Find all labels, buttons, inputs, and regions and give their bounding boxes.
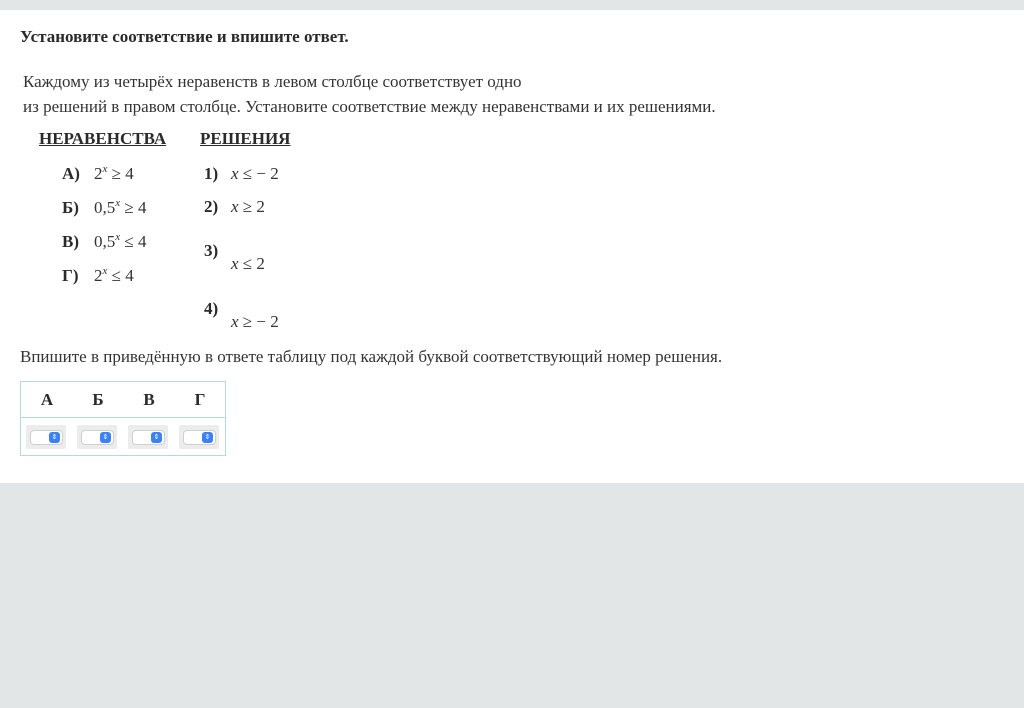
solution-relation: ≤ − 2 [238, 164, 279, 183]
inequality-base: 0,5 [94, 198, 116, 217]
inequality-b [62, 198, 146, 218]
answer-select-b[interactable] [81, 430, 114, 445]
inequality-g [62, 266, 134, 286]
solution-expression [231, 164, 279, 184]
inequality-base: 2 [94, 164, 103, 183]
inequalities-header: НЕРАВЕНСТВА [39, 129, 167, 148]
inequality-relation: ≥ 4 [120, 198, 147, 217]
inequality-label: Б) [62, 198, 79, 217]
updown-chevron-icon: ⇕ [202, 432, 213, 443]
inequality-exponent: x [102, 163, 108, 175]
inequality-label: Г) [62, 266, 79, 285]
solution-4 [204, 299, 324, 339]
solution-variable: x [231, 312, 239, 331]
inequality-relation: ≤ 4 [107, 266, 134, 285]
answer-cell-a [26, 425, 66, 449]
inequality-exponent: x [102, 265, 108, 277]
updown-chevron-icon: ⇕ [100, 432, 111, 443]
task-title: Установите соответствие и впишите ответ. [20, 27, 349, 46]
solution-1 [204, 164, 324, 188]
inequality-base: 0,5 [94, 232, 116, 251]
answer-header-a: А [40, 390, 54, 409]
task-intro [23, 69, 716, 119]
solution-relation: ≤ 2 [238, 254, 265, 273]
inequality-exponent: x [115, 197, 121, 209]
solution-variable: x [231, 164, 239, 183]
inequality-relation: ≤ 4 [120, 232, 147, 251]
inequality-a [62, 164, 134, 184]
task-intro-line-2: из решений в правом столбце. Установите соответствие между неравенствами и их решениями. [23, 97, 716, 116]
solutions-header: РЕШЕНИЯ [200, 129, 291, 148]
answer-instruction: Впишите в приведённую в ответе таблицу под каждой буквой соответствующий номер решения. [20, 347, 723, 366]
task-intro-line-1: Каждому из четырёх неравенств в левом столбце соответствует одно [23, 72, 522, 91]
inequality-v [62, 232, 146, 252]
answer-cell-v [128, 425, 168, 449]
inequality-base: 2 [94, 266, 103, 285]
solution-label: 3) [204, 241, 219, 260]
answer-table-header [21, 382, 225, 418]
answer-header-b: Б [92, 390, 104, 409]
answer-select-a[interactable] [30, 430, 63, 445]
solution-label: 2) [204, 197, 219, 216]
solution-label: 4) [204, 299, 219, 318]
solution-label: 1) [204, 164, 219, 183]
answer-cell-b [77, 425, 117, 449]
inequality-relation: ≥ 4 [107, 164, 134, 183]
updown-chevron-icon: ⇕ [151, 432, 162, 443]
answer-select-g[interactable] [183, 430, 216, 445]
answer-select-v[interactable] [132, 430, 165, 445]
task-card [0, 10, 1024, 483]
inequality-exponent: x [115, 231, 121, 243]
inequality-label: В) [62, 232, 79, 251]
solution-2 [204, 197, 324, 221]
solution-variable: x [231, 197, 239, 216]
solution-expression [231, 312, 279, 332]
solution-expression [231, 254, 265, 274]
solution-relation: ≥ − 2 [238, 312, 279, 331]
solution-variable: x [231, 254, 239, 273]
answer-table [20, 381, 226, 456]
answer-header-g: Г [194, 390, 206, 409]
inequality-label: А) [62, 164, 80, 183]
answer-cell-g [179, 425, 219, 449]
solution-expression [231, 197, 265, 217]
updown-chevron-icon: ⇕ [49, 432, 60, 443]
solution-3 [204, 241, 324, 281]
solution-relation: ≥ 2 [238, 197, 265, 216]
answer-header-v: В [143, 390, 155, 409]
